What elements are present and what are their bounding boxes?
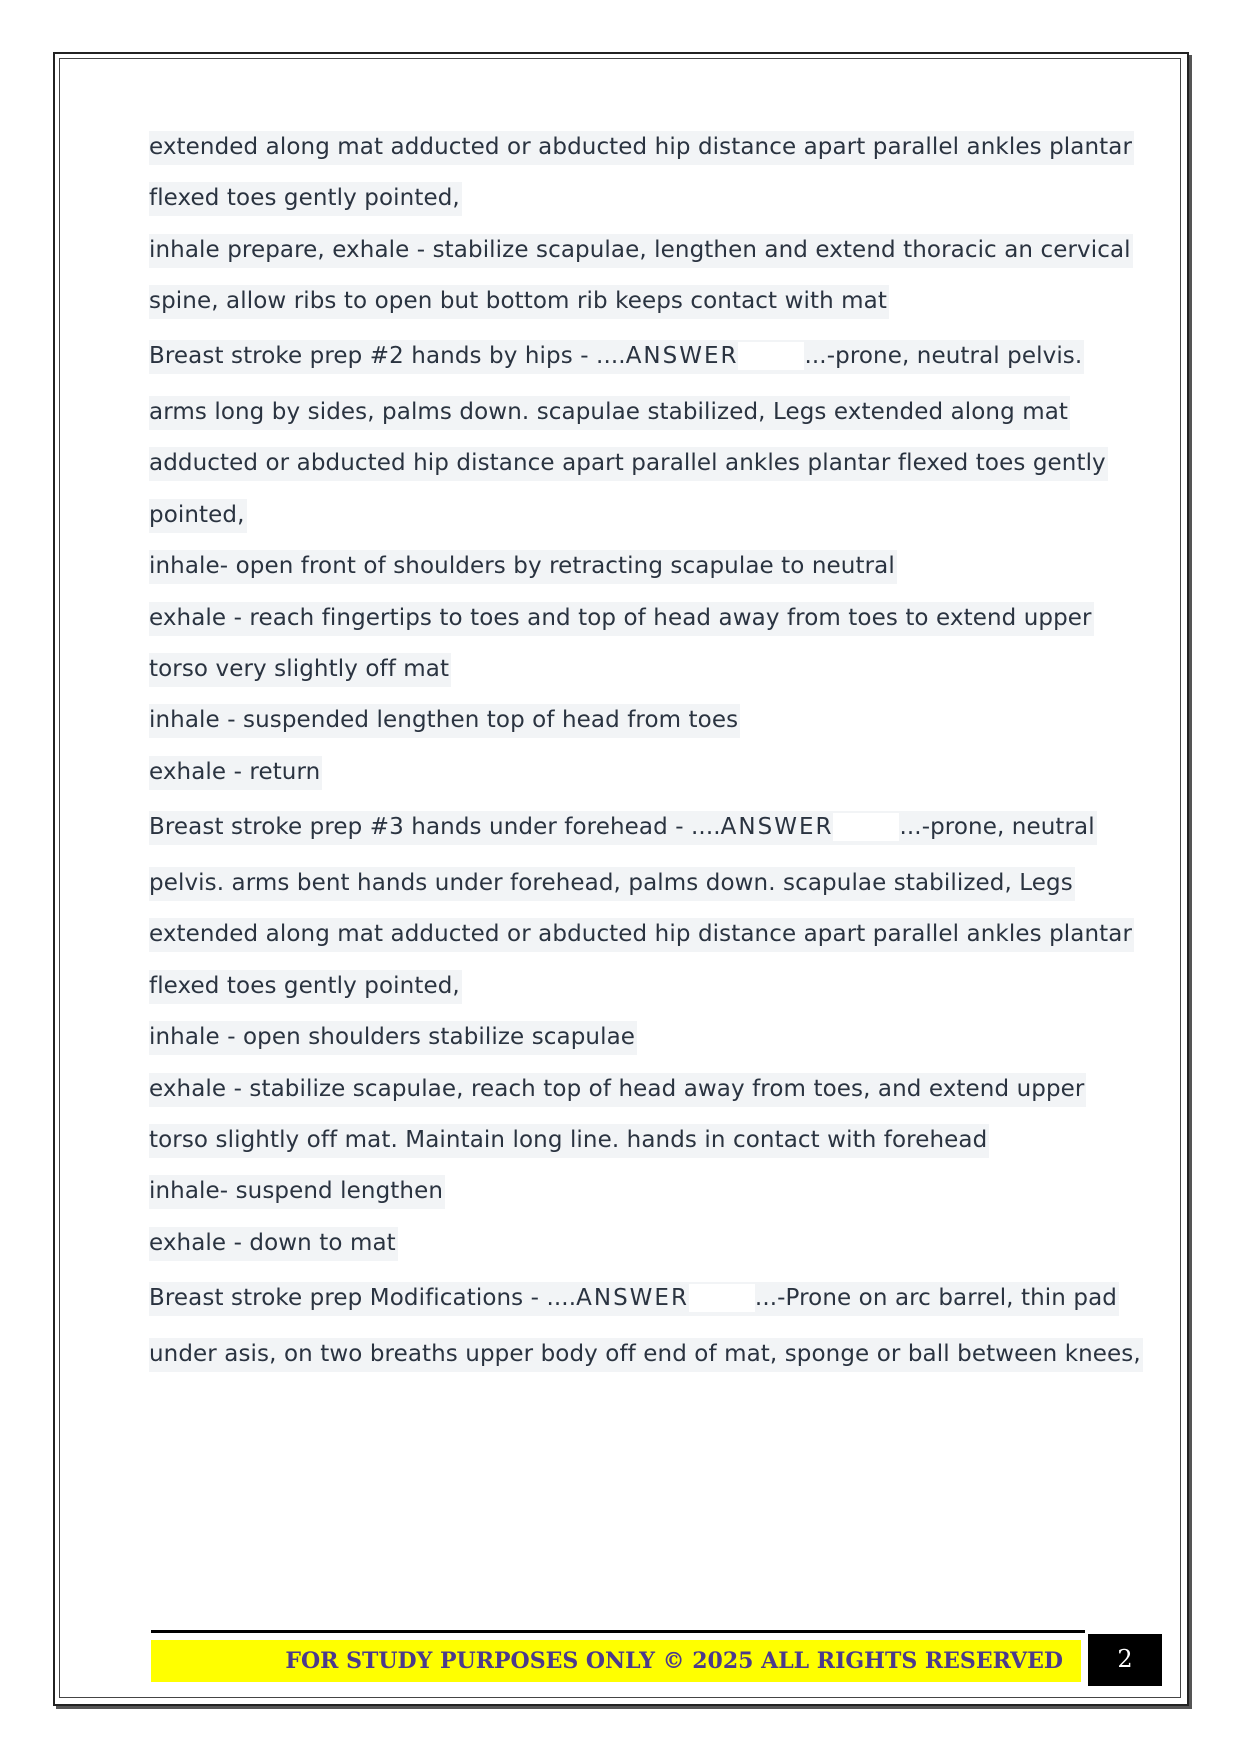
text-line: adducted or abducted hip distance apart parallel ankles plantar flexed toes gently	[149, 447, 1108, 481]
text-line: flexed toes gently pointed,	[149, 182, 462, 216]
text-line	[149, 1282, 1119, 1316]
answer-gap	[738, 342, 804, 370]
footer-copyright-text: FOR STUDY PURPOSES ONLY © 2025 ALL RIGHTS RESERVED	[285, 1648, 1063, 1674]
answer-text: ...-Prone on arc barrel, thin pad	[754, 1285, 1117, 1311]
text-line: torso slightly off mat. Maintain long line. hands in contact with forehead	[149, 1124, 989, 1158]
text-line: inhale- suspend lengthen	[149, 1175, 445, 1209]
answer-gap	[833, 813, 899, 841]
question-text: Breast stroke prep #3 hands under forehead - ....	[149, 814, 721, 840]
footer-divider	[151, 1630, 1085, 1633]
text-line: arms long by sides, palms down. scapulae stabilized, Legs extended along mat	[149, 396, 1070, 430]
text-line: exhale - down to mat	[149, 1227, 398, 1261]
question-text: Breast stroke prep Modifications - ....	[149, 1285, 577, 1311]
text-line: inhale - open shoulders stabilize scapulae	[149, 1021, 637, 1055]
text-line: pointed,	[149, 499, 247, 533]
text-line: torso very slightly off mat	[149, 653, 451, 687]
answer-text: ...-prone, neutral pelvis.	[804, 343, 1083, 369]
text-line: pelvis. arms bent hands under forehead, palms down. scapulae stabilized, Legs	[149, 867, 1075, 901]
question-text: Breast stroke prep #2 hands by hips - ....	[149, 343, 626, 369]
text-line: inhale- open front of shoulders by retracting scapulae to neutral	[149, 550, 897, 584]
text-line: exhale - reach fingertips to toes and top of head away from toes to extend upper	[149, 602, 1094, 636]
text-line: inhale - suspended lengthen top of head from toes	[149, 704, 740, 738]
text-line: under asis, on two breaths upper body off end of mat, sponge or ball between knees,	[149, 1338, 1143, 1372]
text-line: exhale - stabilize scapulae, reach top of head away from toes, and extend upper	[149, 1073, 1086, 1107]
answer-gap	[689, 1284, 755, 1312]
page-number: 2	[1088, 1634, 1162, 1686]
text-line: extended along mat adducted or abducted hip distance apart parallel ankles plantar	[149, 918, 1134, 952]
text-line	[149, 340, 1084, 374]
answer-text: ...-prone, neutral	[899, 814, 1095, 840]
text-line	[149, 811, 1097, 845]
text-line: extended along mat adducted or abducted hip distance apart parallel ankles plantar	[149, 131, 1134, 165]
answer-label: ANSWER	[576, 1285, 689, 1311]
footer-banner	[151, 1640, 1081, 1682]
text-line: flexed toes gently pointed,	[149, 970, 462, 1004]
text-line: exhale - return	[149, 756, 322, 790]
answer-label: ANSWER	[625, 343, 739, 369]
text-line: inhale prepare, exhale - stabilize scapulae, lengthen and extend thoracic an cervical	[149, 234, 1133, 268]
text-line: spine, allow ribs to open but bottom rib keeps contact with mat	[149, 285, 889, 319]
answer-label: ANSWER	[720, 814, 834, 840]
